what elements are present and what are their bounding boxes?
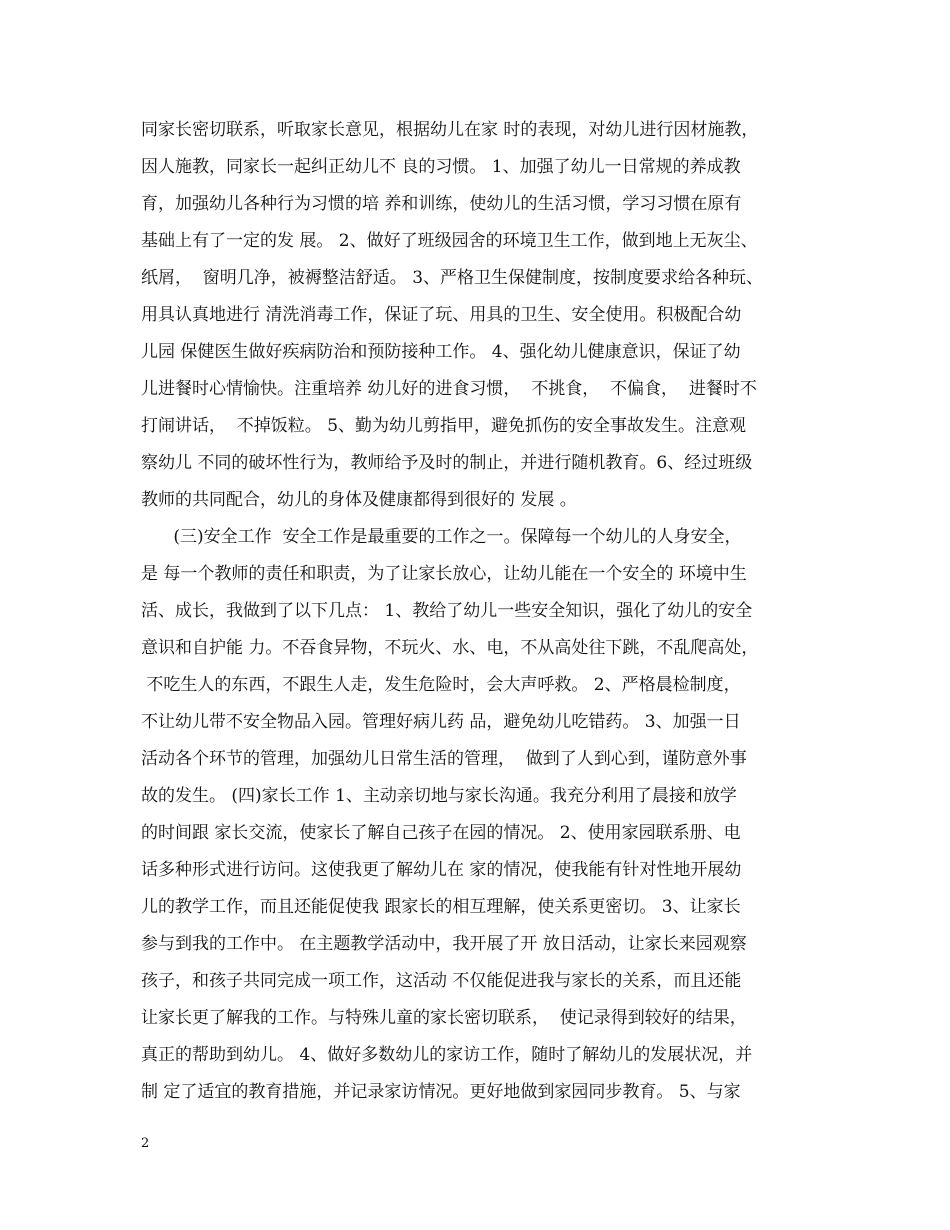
text-line: 不让幼儿带不安全物品入园。管理好病儿药 品，避免幼儿吃错药。 3、加强一日 — [141, 712, 741, 732]
text-line: 察幼儿 不同的破坏性行为，教师给予及时的制止，并进行随机教育。6、经过班级 — [141, 453, 753, 473]
section-heading-safety: (三)安全工作 安全工作是最重要的工作之一。保障每一个幼儿的人身安全， — [141, 527, 742, 547]
text-line: 同家长密切联系，听取家长意见，根据幼儿在家 时的表现，对幼儿进行因材施教， — [141, 120, 759, 140]
text-line: 的时间跟 家长交流，使家长了解自己孩子在园的情况。 2、使用家园联系册、电 — [141, 823, 741, 843]
text-line: 不吃生人的东西，不跟生人走，发生危险时，会大声呼救。 2、严格晨检制度， — [141, 675, 741, 695]
text-line: 活动各个环节的管理，加强幼儿日常生活的管理， 做到了人到心到，谨防意外事 — [141, 749, 747, 769]
page-number: 2 — [141, 1136, 150, 1151]
text-line: 让家长更了解我的工作。与特殊儿童的家长密切联系， 使记录得到较好的结果， — [141, 1008, 747, 1028]
document-body — [141, 112, 817, 1132]
text-line: 打闹讲话， 不掉饭粒。 5、勤为幼儿剪指甲，避免抓伤的安全事故发生。注意观 — [141, 416, 747, 436]
text-line: 活、成长，我做到了以下几点： 1、教给了幼儿一些安全知识，强化了幼儿的安全 — [141, 601, 753, 621]
text-line: 话多种形式进行访问。这使我更了解幼儿在 家的情况，使我能有针对性地开展幼 — [141, 860, 742, 880]
text-line: 纸屑， 窗明几净，被褥整洁舒适。 3、严格卫生保健制度，按制度要求给各种玩、 — [141, 268, 764, 288]
text-line: 儿园 保健医生做好疾病防治和预防接种工作。 4、强化幼儿健康意识，保证了幼 — [141, 342, 741, 362]
text-line: 真正的帮助到幼儿。 4、做好多数幼儿的家访工作，随时了解幼儿的发展状况，并 — [141, 1045, 753, 1065]
text-line: 孩子，和孩子共同完成一项工作，这活动 不仅能促进我与家长的关系，而且还能 — [141, 971, 742, 991]
text-line: 参与到我的工作中。 在主题教学活动中，我开展了开 放日活动，让家长来园观察 — [141, 934, 747, 954]
text-line: 儿进餐时心情愉快。注重培养 幼儿好的进食习惯， 不挑食， 不偏食， 进餐时不 — [141, 379, 757, 399]
text-line: 是 每一个教师的责任和职责，为了让家长放心，让幼儿能在一个安全的 环境中生 — [141, 564, 747, 584]
text-line: 教师的共同配合，幼儿的身体及健康都得到很好的 发展 。 — [141, 490, 577, 510]
text-line: 制 定了适宜的教育措施，并记录家访情况。更好地做到家园同步教育。 5、与家 — [141, 1082, 741, 1102]
text-line: 育，加强幼儿各种行为习惯的培 养和训练，使幼儿的生活习惯，学习习惯在原有 — [141, 194, 742, 214]
text-line: 意识和自护能 力。不吞食异物，不玩火、水、电，不从高处往下跳，不乱爬高处， — [141, 638, 759, 658]
text-line: 基础上有了一定的发 展。 2、做好了班级园舍的环境卫生工作，做到地上无灰尘、 — [141, 231, 758, 251]
text-line: 儿的教学工作，而且还能促使我 跟家长的相互理解，使关系更密切。 3、让家长 — [141, 897, 741, 917]
text-line: 用具认真地进行 清洗消毒工作，保证了玩、用具的卫生、安全使用。积极配合幼 — [141, 305, 742, 325]
text-line: 因人施教，同家长一起纠正幼儿不 良的习惯。 1、加强了幼儿一日常规的养成教 — [141, 157, 741, 177]
text-line: 故的发生。 (四)家长工作 1、主动亲切地与家长沟通。我充分利用了晨接和放学 — [141, 786, 737, 806]
